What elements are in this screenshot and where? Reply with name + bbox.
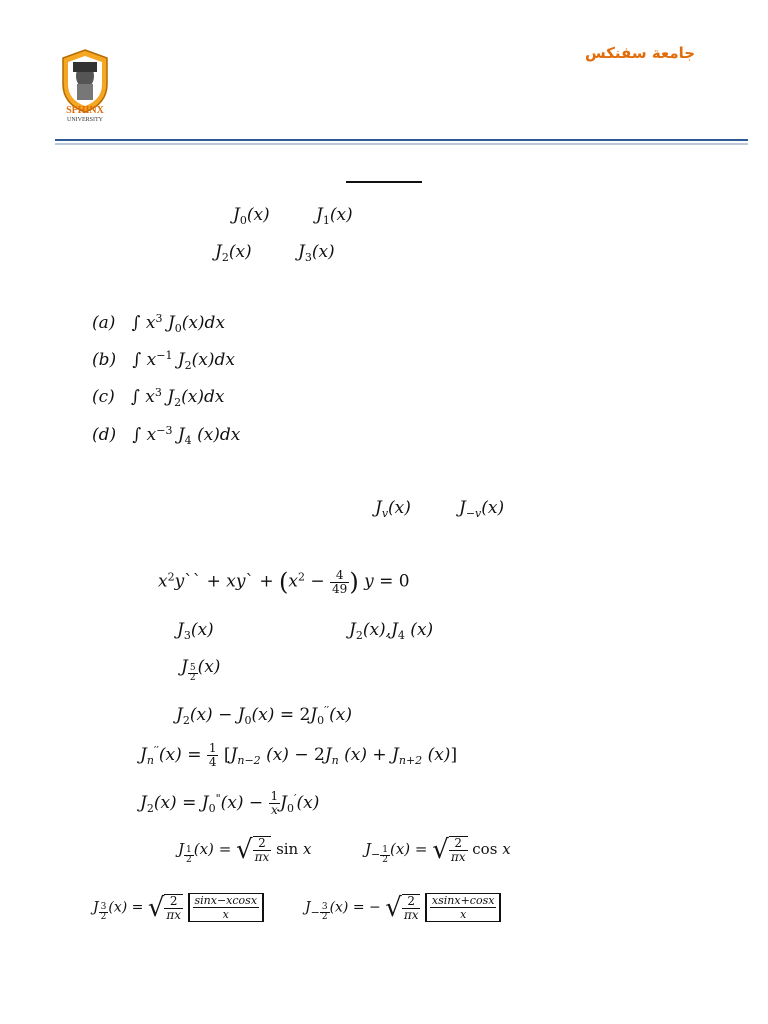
math-j2-j4: $J_2(x),J_4$ (x) (349, 620, 434, 642)
integral-a: (a) ∫ $x^3$ $J_0(x)dx$ (92, 312, 226, 335)
math-j-minus-v: $J_{-v}(x)$ (459, 498, 505, 520)
university-name-arabic: جامعة سفنكس (585, 44, 696, 62)
identity-3: $J_2(x) = J_0^"(x)$ − $\frac{1}{x}$ $J_0'(x)$ (140, 789, 320, 817)
identity-2: $J_n''(x)$ = $\frac{1}{4}$ [$J_{n-2}$ $(x) - 2J_n$ $(x) + J_{n+2}$ (x)] (140, 741, 458, 769)
title-underline (346, 181, 422, 183)
math-j1: $J_1(x)$ (316, 205, 353, 227)
formula-j-minus-three-halves: $J_{- \frac{3}{2}}$ (x) = − √ $\frac{2}{\pi x}$ $\frac{xsinx+\cos x}{x}$ (305, 893, 501, 922)
math-j3: $J_3(x)$ (298, 242, 335, 264)
math-j0: $J_0(x)$ (233, 205, 270, 227)
formula-j-three-halves: J $_{\frac{3}{2}}$ (x) = √ $\frac{2}{\pi x}$ $\frac{\sin x-xcosx}{x}$ (93, 893, 264, 922)
header-rule (55, 139, 748, 141)
university-logo (55, 48, 115, 128)
integral-d: (d) ∫ $x^{-3}$ $J_4$ (x)dx (92, 424, 241, 447)
identity-1: $J_2(x) - J_0(x) = 2J_0''(x)$ (176, 704, 352, 727)
logo-text: SPHINX UNIVERSITY (66, 105, 104, 123)
math-j3-b: $J_3(x)$ (177, 620, 214, 642)
integral-b: (b) ∫ $x^{-1}$ $J_2(x)dx$ (92, 349, 235, 372)
formula-j-half: J $_{\frac{1}{2}}$ (x) = √ $\frac{2}{\pi x}$ sin x (178, 835, 312, 865)
integral-c: (c) ∫ $x^3$ $J_2(x)dx$ (92, 386, 225, 409)
math-j-five-halves: J $_{\frac{5}{2}}$ (x) (181, 657, 221, 683)
formula-j-minus-half: $J_{- \frac{1}{2}}$ (x) = √ $\frac{2}{\pi x}$ cos x (365, 835, 511, 865)
bessel-equation: $x^2y``$ + xy` + ($x^2$ − $\frac{4}{49}$ ) y = 0 (158, 567, 410, 596)
header-rule-shadow (55, 143, 748, 145)
math-jv: $J_v(x)$ (375, 498, 411, 520)
math-j2: $J_2(x)$ (215, 242, 252, 264)
